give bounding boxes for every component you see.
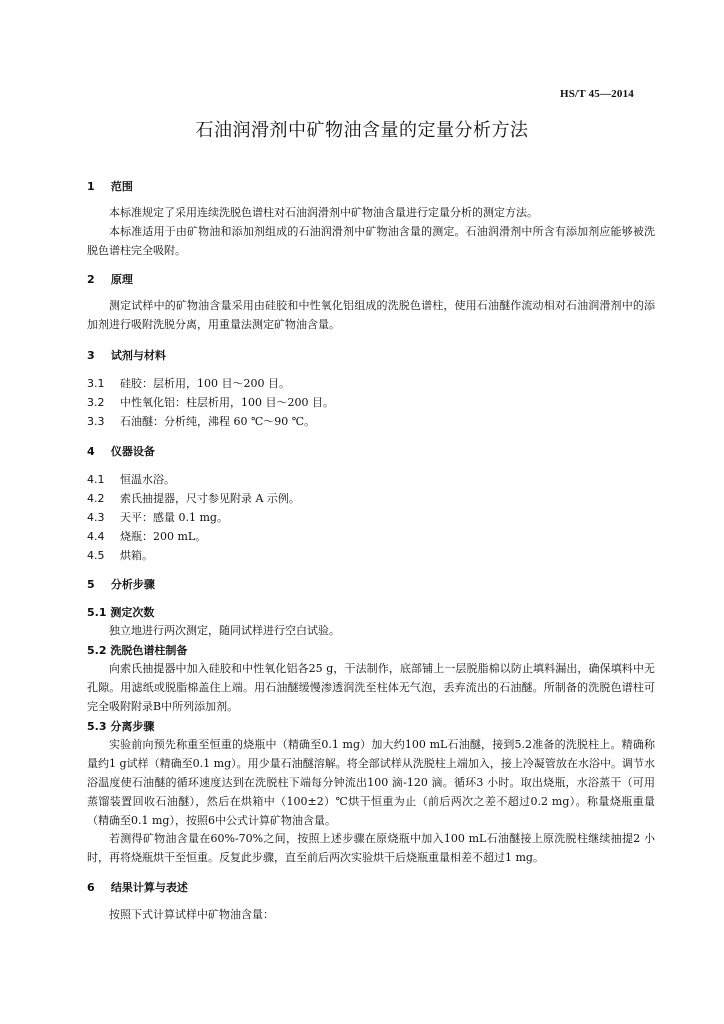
section-heading-procedure xyxy=(87,576,155,592)
list-item xyxy=(87,490,300,506)
item-text: 烘箱。 xyxy=(120,549,153,562)
item-text: 天平：感量 0.1 mg。 xyxy=(120,511,228,524)
paragraph: 若测得矿物油含量在60%-70%之间，按照上述步骤在原烧瓶中加入100 mL石油醚接上原洗脱柱继续抽提2 小时，再将烧瓶烘干至恒重。反复此步骤，直至前后两次实验烘干后烧瓶重量相差不超过1 mg。 xyxy=(87,832,655,864)
section-heading-scope xyxy=(87,178,133,194)
subsection-heading: 5.3 分离步骤 xyxy=(87,720,155,733)
item-text: 索氏抽提器，尺寸参见附录 A 示例。 xyxy=(120,492,300,505)
item-number: 4.4 xyxy=(87,530,105,543)
standard-code: HS/T 45—2014 xyxy=(559,88,634,100)
paragraph: 独立地进行两次测定，随同试样进行空白试验。 xyxy=(109,624,340,637)
item-number: 4.5 xyxy=(87,549,105,562)
list-item xyxy=(87,509,228,525)
item-text: 硅胶：层析用，100 目～200 目。 xyxy=(120,377,290,390)
subsection-heading: 5.2 洗脱色谱柱制备 xyxy=(87,644,188,657)
section-heading-results xyxy=(87,879,188,895)
item-number: 3.1 xyxy=(87,377,105,390)
item-number: 3.2 xyxy=(87,396,105,409)
section-title: 试剂与材料 xyxy=(110,349,166,362)
section-title: 原理 xyxy=(110,273,133,286)
paragraph: 按照下式计算试样中矿物油含量： xyxy=(109,908,274,921)
section-heading-equipment xyxy=(87,443,155,459)
item-text: 烧瓶：200 mL。 xyxy=(120,530,207,543)
list-item xyxy=(87,394,334,410)
section-number: 5 xyxy=(87,578,95,591)
section-number: 6 xyxy=(87,881,95,894)
section-title: 分析步骤 xyxy=(110,578,155,591)
section-number: 1 xyxy=(87,180,95,193)
list-item xyxy=(87,375,290,391)
item-text: 中性氧化铝：柱层析用，100 目～200 目。 xyxy=(120,396,334,409)
item-number: 3.3 xyxy=(87,415,105,428)
section-title: 结果计算与表述 xyxy=(110,881,188,894)
list-item xyxy=(87,471,175,487)
item-number: 4.3 xyxy=(87,511,105,524)
paragraph: 向索氏抽提器中加入硅胶和中性氧化铝各25 g，干法制作，底部铺上一层脱脂棉以防止填料漏出，确保填料中无孔隙。用滤纸或脱脂棉盖住上端。用石油醚缓慢渗透润洗至柱体无气泡，丢弃流出的石油醚。所制备的洗脱色谱柱可完全吸附附录B中所列添加剂。 xyxy=(87,662,655,713)
subsection-heading: 5.1 测定次数 xyxy=(87,606,155,619)
list-item xyxy=(87,547,153,563)
paragraph: 本标准适用于由矿物油和添加剂组成的石油润滑剂中矿物油含量的测定。石油润滑剂中所含有添加剂应能够被洗脱色谱柱完全吸附。 xyxy=(87,225,655,257)
paragraph: 本标准规定了采用连续洗脱色谱柱对石油润滑剂中矿物油含量进行定量分析的测定方法。 xyxy=(109,206,538,219)
list-item xyxy=(87,413,315,429)
section-heading-principle xyxy=(87,271,133,287)
item-text: 恒温水浴。 xyxy=(120,473,175,486)
document-title: 石油润滑剂中矿物油含量的定量分析方法 xyxy=(195,120,529,141)
section-number: 2 xyxy=(87,273,95,286)
section-number: 4 xyxy=(87,445,95,458)
section-heading-reagents xyxy=(87,347,166,363)
list-item xyxy=(87,528,206,544)
item-text: 石油醚：分析纯，沸程 60 ℃～90 ℃。 xyxy=(120,415,316,428)
section-title: 仪器设备 xyxy=(110,445,155,458)
item-number: 4.1 xyxy=(87,473,105,486)
section-number: 3 xyxy=(87,349,95,362)
paragraph: 实验前向预先称重至恒重的烧瓶中（精确至0.1 mg）加大约100 mL石油醚，接到5.2准备的洗脱柱上。精确称量约1 g试样（精确至0.1 mg）。用少量石油醚溶解。将全部试样从洗脱柱上端加入，接上冷凝管放在水浴中。调节水浴温度使石油醚的循环速度达到在洗脱柱下端每分钟流出100 滴-120 滴。循环3 小时。取出烧瓶，水浴蒸干（可用蒸馏装置回收石油醚），然后在烘箱中（100±2）℃烘干恒重为止（前后两次之差不超过0.2 mg）。称量烧瓶重量（精确至0.1 mg），按照6中公式计算矿物油含量。 xyxy=(87,738,655,827)
item-number: 4.2 xyxy=(87,492,105,505)
paragraph: 测定试样中的矿物油含量采用由硅胶和中性氧化铝组成的洗脱色谱柱，使用石油醚作流动相对石油润滑剂中的添加剂进行吸附洗脱分离，用重量法测定矿物油含量。 xyxy=(87,299,655,331)
section-title: 范围 xyxy=(110,180,133,193)
